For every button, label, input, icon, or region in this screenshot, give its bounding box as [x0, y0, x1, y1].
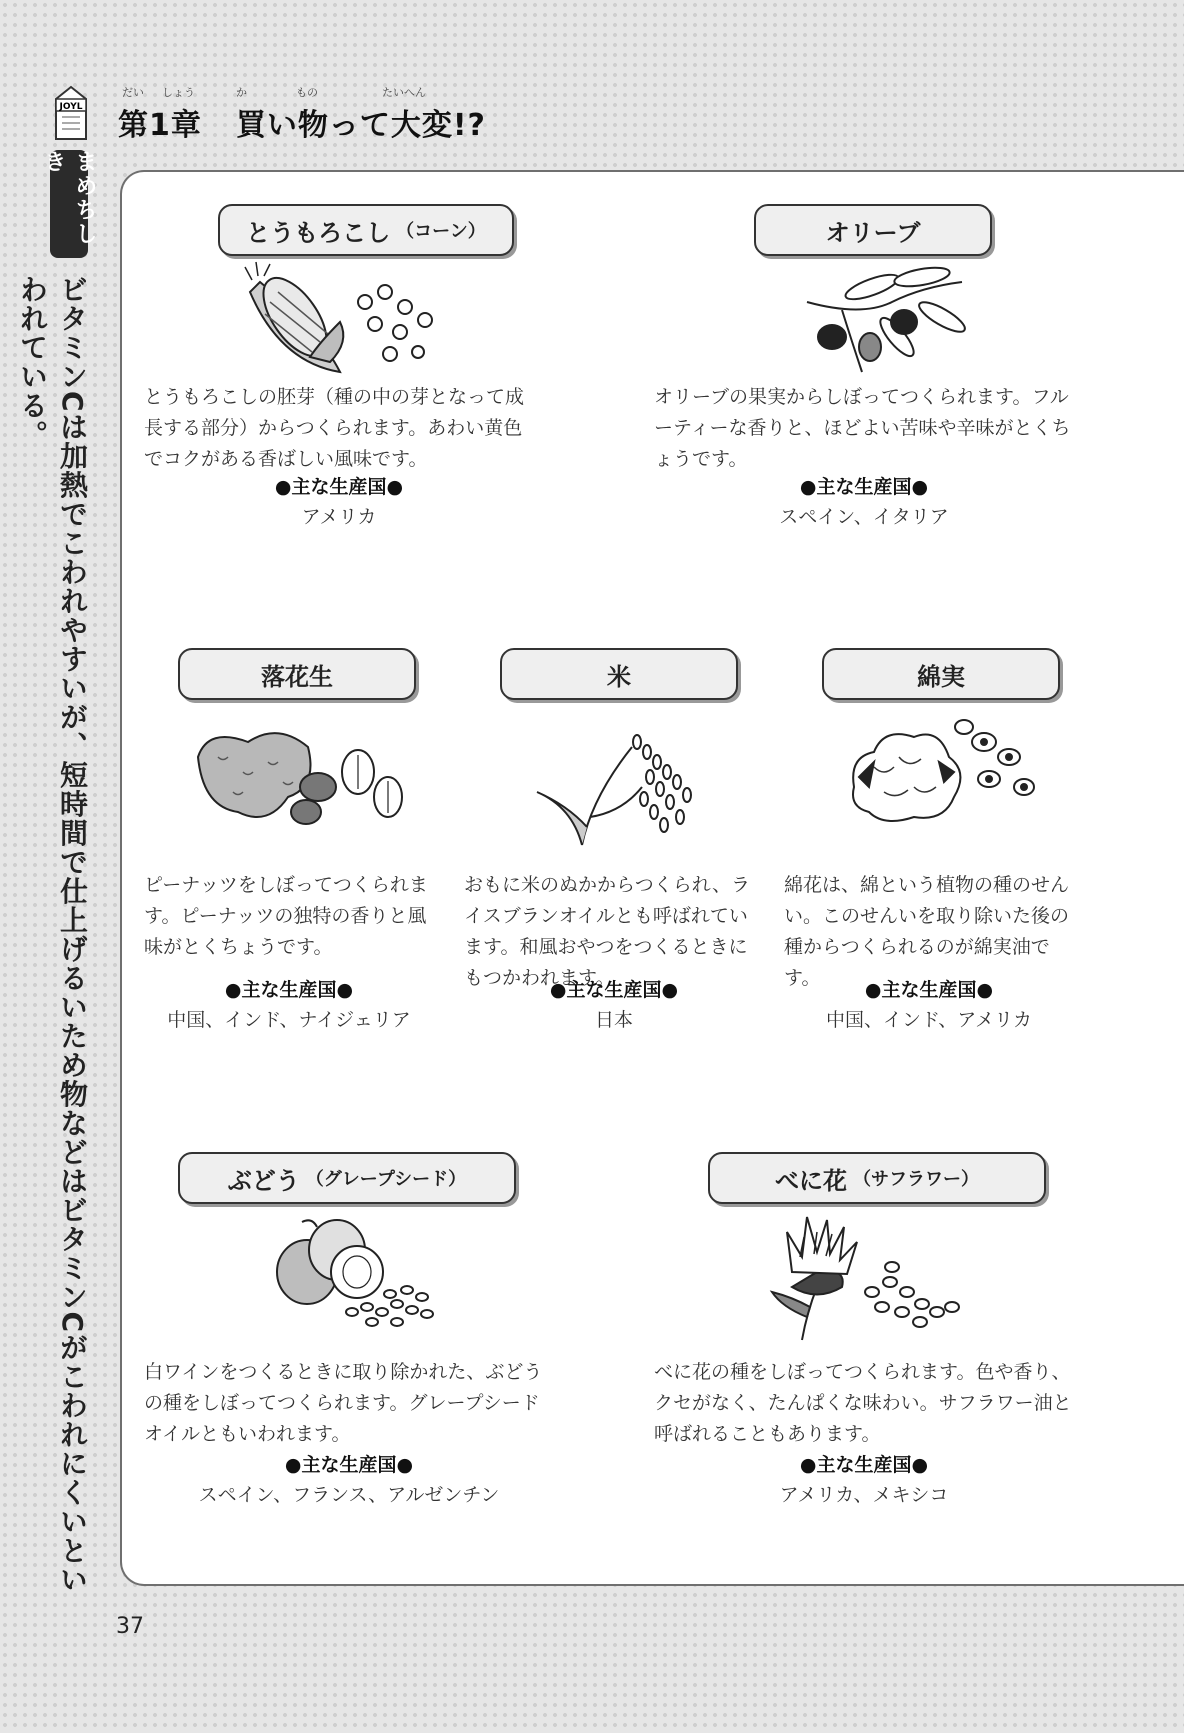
page-number: 37 [116, 1614, 144, 1639]
origin-heading: ●主な生産国● [864, 979, 994, 1001]
corn-illustration [240, 262, 450, 382]
item-name: 落花生 [261, 662, 333, 691]
chapter-ruby [118, 84, 486, 100]
item-name: べに花 [775, 1166, 847, 1195]
item-label [708, 1152, 1046, 1204]
origin-value: 日本 [594, 1009, 633, 1031]
item-description: 綿花は、綿という植物の種のせんい。このせんいを取り除いた後の種からつくられるのが綿実油です。 [784, 874, 1070, 989]
item-description: オリーブの果実からしぼってつくられます。フルーティーな香りと、ほどよい苦味や辛味がとくちょうです。 [654, 386, 1071, 470]
origin-value: スペイン、イタリア [779, 506, 949, 528]
peanut-illustration [188, 717, 408, 827]
ruby: もの [296, 86, 318, 99]
item-label [178, 1152, 516, 1204]
grape-illustration [272, 1212, 452, 1332]
item-description: おもに米のぬかからつくられ、ライスブランオイルとも呼ばれています。和風おやつをつくるときにもつかわれます。 [464, 874, 750, 989]
item-description: べに花の種をしぼってつくられます。色や香り、クセがなく、たんぱくな味わい。サフラワー油と呼ばれることもあります。 [654, 1361, 1072, 1445]
item-name: 米 [607, 662, 631, 691]
item-label [754, 204, 992, 256]
origin-value: アメリカ [301, 506, 377, 528]
origin-value: 中国、インド、アメリカ [826, 1009, 1032, 1031]
side-note: ビタミンCは加熱でこわれやすいが、短時間で仕上げるいため物などはビタミンCがこわれにくいといわれている。 [16, 275, 89, 1595]
origin-value: スペイン、フランス、アルゼンチン [198, 1484, 500, 1506]
origin-value: 中国、インド、ナイジェリア [167, 1009, 411, 1031]
cotton-illustration [844, 717, 1044, 827]
item-name: オリーブ [825, 218, 921, 247]
item-name: とうもろこし [246, 218, 391, 247]
mamechishiki-tab: まめちしき [50, 150, 88, 258]
joyl-logo [52, 85, 90, 141]
ruby: か [236, 86, 247, 99]
origin-value: アメリカ、メキシコ [779, 1484, 949, 1506]
chapter-heading [118, 84, 486, 144]
origin-heading: ●主な生産国● [549, 979, 679, 1001]
item-label [822, 648, 1060, 700]
item-label [500, 648, 738, 700]
content-panel [120, 170, 1184, 1586]
item-description: ピーナッツをしぼってつくられます。ピーナッツの独特の香りと風味がとくちょうです。 [144, 874, 428, 958]
item-name: 綿実 [917, 662, 965, 691]
ruby: だい [122, 86, 144, 99]
chapter-number: 第1章 [118, 108, 202, 143]
rice-illustration [532, 717, 702, 847]
ruby: しょう [162, 86, 195, 99]
item-description: とうもろこしの胚芽（種の中の芽となって成長する部分）からつくられます。あわい黄色でコクがある香ばしい風味です。 [144, 386, 525, 470]
origin-heading: ●主な生産国● [274, 476, 404, 498]
item-sub: （コーン） [396, 221, 486, 242]
item-label [178, 648, 416, 700]
logo-text: JOYL [59, 102, 83, 112]
safflower-illustration [762, 1212, 972, 1342]
item-sub: （サフラワー） [853, 1169, 979, 1190]
item-description: 白ワインをつくるときに取り除かれた、ぶどうの種をしぼってつくられます。グレープシードオイルともいわれます。 [144, 1361, 543, 1445]
item-sub: （グレープシード） [305, 1169, 467, 1190]
item-name: ぶどう [227, 1166, 300, 1195]
origin-heading: ●主な生産国● [224, 979, 354, 1001]
origin-heading: ●主な生産国● [284, 1454, 414, 1476]
origin-heading: ●主な生産国● [799, 476, 929, 498]
origin-heading: ●主な生産国● [799, 1454, 929, 1476]
olive-illustration [802, 262, 972, 382]
chapter-title: 買い物って大変!? [235, 108, 486, 143]
ruby: たいへん [382, 86, 426, 99]
item-label [218, 204, 514, 256]
